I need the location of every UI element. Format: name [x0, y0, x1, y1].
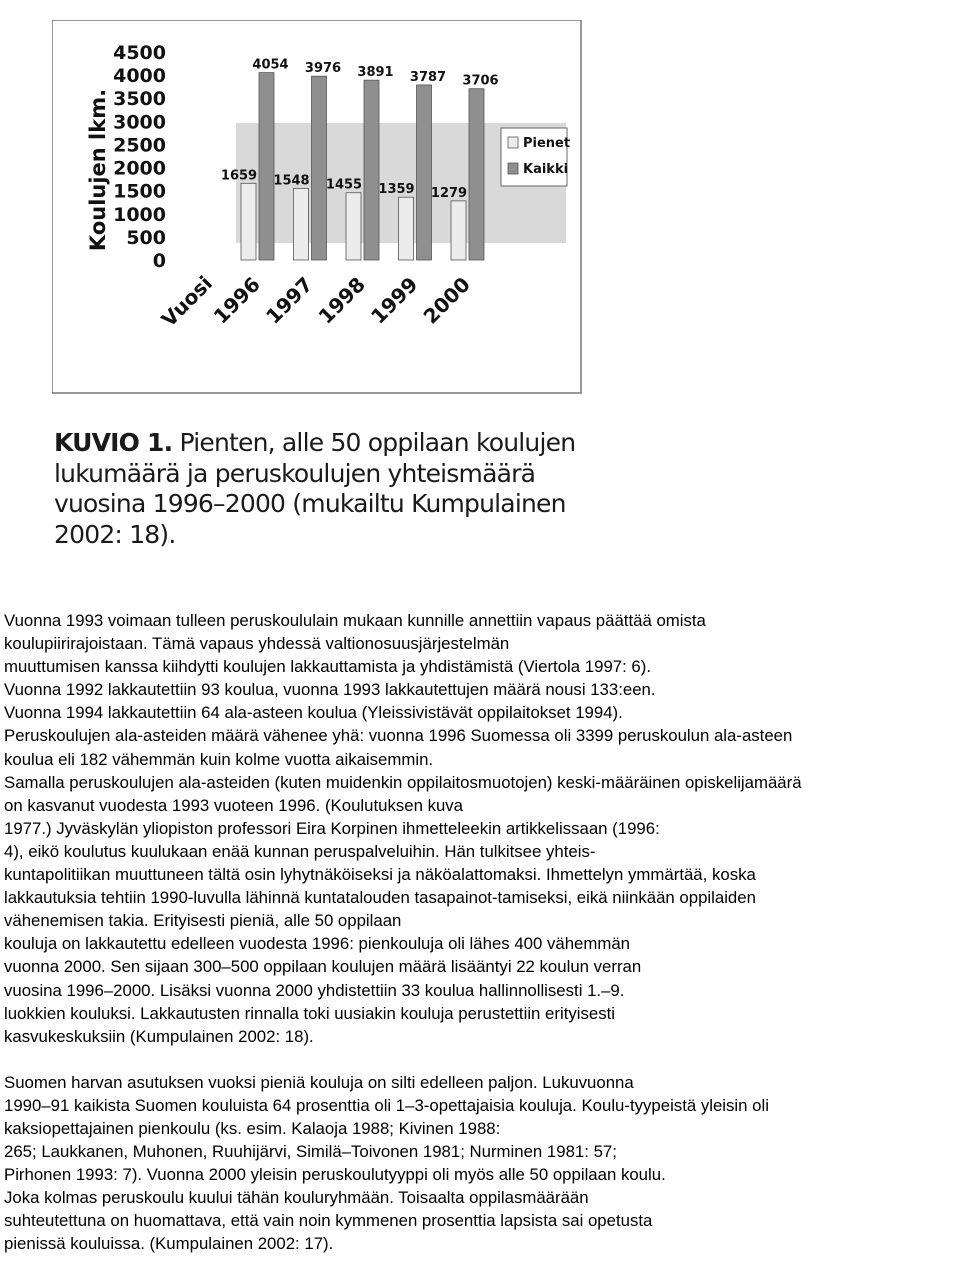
caption-line: lukumäärä ja peruskoulujen yhteismäärä [54, 458, 536, 488]
text-line: vuosina 1996–2000. Lisäksi vuonna 2000 yhdistettiin 33 koulua hallinnollisesti 1.–9. [4, 980, 625, 1000]
y-tick-label: 500 [126, 226, 166, 249]
y-tick-label: 2000 [113, 157, 166, 180]
bar-pienet-1996 [241, 183, 256, 260]
value-label: 1659 [220, 168, 258, 184]
y-axis-title: Koulujen lkm. [86, 88, 110, 252]
text-line: suhteutettuna on huomattava, että vain noin kymmenen prosenttia lapsista sai opetusta [4, 1211, 653, 1231]
bar-kaikki-1996 [259, 73, 274, 260]
x-tick-label: 1999 [366, 272, 423, 329]
caption-line: vuosina 1996–2000 (mukailtu Kumpulainen [54, 489, 566, 518]
x-axis-corner-label: Vuosi [156, 271, 218, 332]
value-label: 3787 [409, 69, 447, 85]
caption-text: Pienten, alle 50 oppilaan koulujen [172, 428, 576, 457]
text-line: Vuonna 1994 lakkautettiin 64 ala-asteen koulua (Yleissivistävät oppilaitokset 1994). [4, 703, 623, 723]
y-tick-label: 1000 [113, 203, 166, 226]
legend-swatch [508, 137, 518, 148]
value-label: 3976 [304, 61, 342, 77]
text-line: Vuonna 1992 lakkautettiin 93 koulua, vuonna 1993 lakkautettujen määrä nousi 133:een. [4, 680, 656, 700]
paragraph-1 [4, 609, 959, 1048]
value-label: 1455 [325, 177, 363, 193]
text-line: kaksiopettajainen pienkoulu (ks. esim. Kalaoja 1988; Kivinen 1988: [4, 1118, 501, 1138]
caption-lead: KUVIO 1. [54, 428, 173, 457]
x-tick-label: 2000 [418, 272, 475, 329]
value-label: 3706 [462, 73, 499, 89]
text-line: Joka kolmas peruskoulu kuului tähän kouluryhmään. Toisaalta oppilasmäärään [4, 1188, 589, 1208]
figure-chart [52, 20, 582, 394]
bar-chart [52, 20, 582, 394]
text-line: vuonna 2000. Sen sijaan 300–500 oppilaan koulujen määrä lisääntyi 22 koulun verran [4, 957, 642, 977]
y-tick-label: 3500 [113, 88, 166, 111]
value-label: 1359 [378, 182, 415, 198]
text-line: koulupiirirajoistaan. Tämä vapaus yhdessä valtionosuusjärjestelmän [4, 634, 510, 654]
text-line: Vuonna 1993 voimaan tulleen peruskoululain mukaan kunnille annettiin vapaus päättää omista [4, 611, 706, 630]
legend-label: Pienet [523, 136, 571, 151]
text-line: Samalla peruskoulujen ala-asteiden (kuten muidenkin oppilaitosmuotojen) keski-määräinen opiskelijamäärä [4, 772, 802, 792]
text-line: kasvukeskuksiin (Kumpulainen 2002: 18). [4, 1026, 314, 1046]
text-line: pienissä kouluissa. (Kumpulainen 2002: 17). [4, 1234, 334, 1254]
text-line: Peruskoulujen ala-asteiden määrä vähenee yhä: vuonna 1996 Suomessa oli 3399 peruskoulun ala-asteen [4, 726, 793, 746]
text-line: muuttumisen kanssa kiihdytti koulujen lakkauttamista ja yhdistämistä (Viertola 1997: 6). [4, 657, 652, 677]
text-line: Pirhonen 1993: 7). Vuonna 2000 yleisin peruskoulutyyppi oli myös alle 50 oppilaan koulu. [4, 1165, 666, 1185]
legend-swatch [508, 163, 518, 174]
paragraph-2 [4, 1071, 959, 1256]
bar-pienet-1998 [346, 193, 361, 260]
text-line: vähenemisen takia. Erityisesti pieniä, alle 50 oppilaan [4, 911, 402, 931]
body-text [4, 609, 959, 1256]
text-line: Suomen harvan asutuksen vuoksi pieniä kouluja on silti edelleen paljon. Lukuvuonna [4, 1072, 634, 1092]
bar-kaikki-1998 [364, 80, 379, 260]
text-line: lakkautuksia tehtiin 1990-luvulla lähinnä kuntatalouden tasapainot-tamiseksi, eikä niinkään oppilaiden [4, 888, 756, 908]
figure-caption [54, 428, 574, 550]
bar-pienet-1997 [294, 188, 309, 260]
text-line: 1990–91 kaikista Suomen kouluista 64 prosenttia oli 1–3-opettajaisia kouluja. Koulu-tyypeistä yleisin oli [4, 1095, 769, 1115]
caption-line: 2002: 18). [54, 519, 176, 549]
y-tick-label: 0 [152, 250, 166, 272]
bar-kaikki-1999 [417, 85, 432, 260]
y-tick-label: 4500 [113, 42, 166, 64]
text-line: kouluja on lakkautettu edelleen vuodesta 1996: pienkouluja oli lähes 400 vähemmän [4, 934, 631, 954]
value-label: 4054 [252, 57, 289, 73]
text-line: 265; Laukkanen, Muhonen, Ruuhijärvi, Similä–Toivonen 1981; Nurminen 1981: 57; [4, 1142, 617, 1162]
y-tick-label: 4000 [113, 65, 166, 88]
x-tick-label: 1996 [208, 272, 265, 329]
bar-pienet-2000 [451, 201, 466, 260]
caption-line [54, 428, 574, 459]
bar-kaikki-1997 [312, 76, 327, 260]
text-line: koulua eli 182 vähemmän kuin kolme vuotta aikaisemmin. [4, 749, 434, 769]
value-label: 1548 [273, 173, 310, 189]
value-label: 3891 [357, 65, 394, 81]
y-tick-label: 1500 [113, 180, 166, 203]
text-line: on kasvanut vuodesta 1993 vuoteen 1996. (Koulutuksen kuva [4, 795, 464, 815]
bar-pienet-1999 [399, 197, 414, 260]
x-tick-label: 1998 [313, 272, 370, 329]
y-tick-label: 2500 [113, 134, 166, 157]
text-line: 1977.) Jyväskylän yliopiston professori Eira Korpinen ihmetteleekin artikkelissaan (1996: [4, 818, 660, 838]
paragraph-gap [4, 1048, 959, 1071]
y-tick-label: 3000 [113, 111, 166, 134]
value-label: 1279 [430, 185, 468, 201]
legend-label: Kaikki [523, 162, 569, 177]
text-line: luokkien kouluksi. Lakkautusten rinnalla toki uusiakin kouluja perustettiin erityisesti [4, 1003, 615, 1023]
bar-kaikki-2000 [469, 89, 484, 260]
text-line: kuntapolitiikan muuttuneen tältä osin lyhytnäköiseksi ja näköalattomaksi. Ihmettelyn ymmärtää, koska [4, 865, 756, 885]
text-line: 4), eikö koulutus kuulukaan enää kunnan peruspalveluihin. Hän tulkitsee yhteis- [4, 841, 596, 861]
legend [501, 128, 570, 186]
x-tick-label: 1997 [261, 272, 318, 329]
